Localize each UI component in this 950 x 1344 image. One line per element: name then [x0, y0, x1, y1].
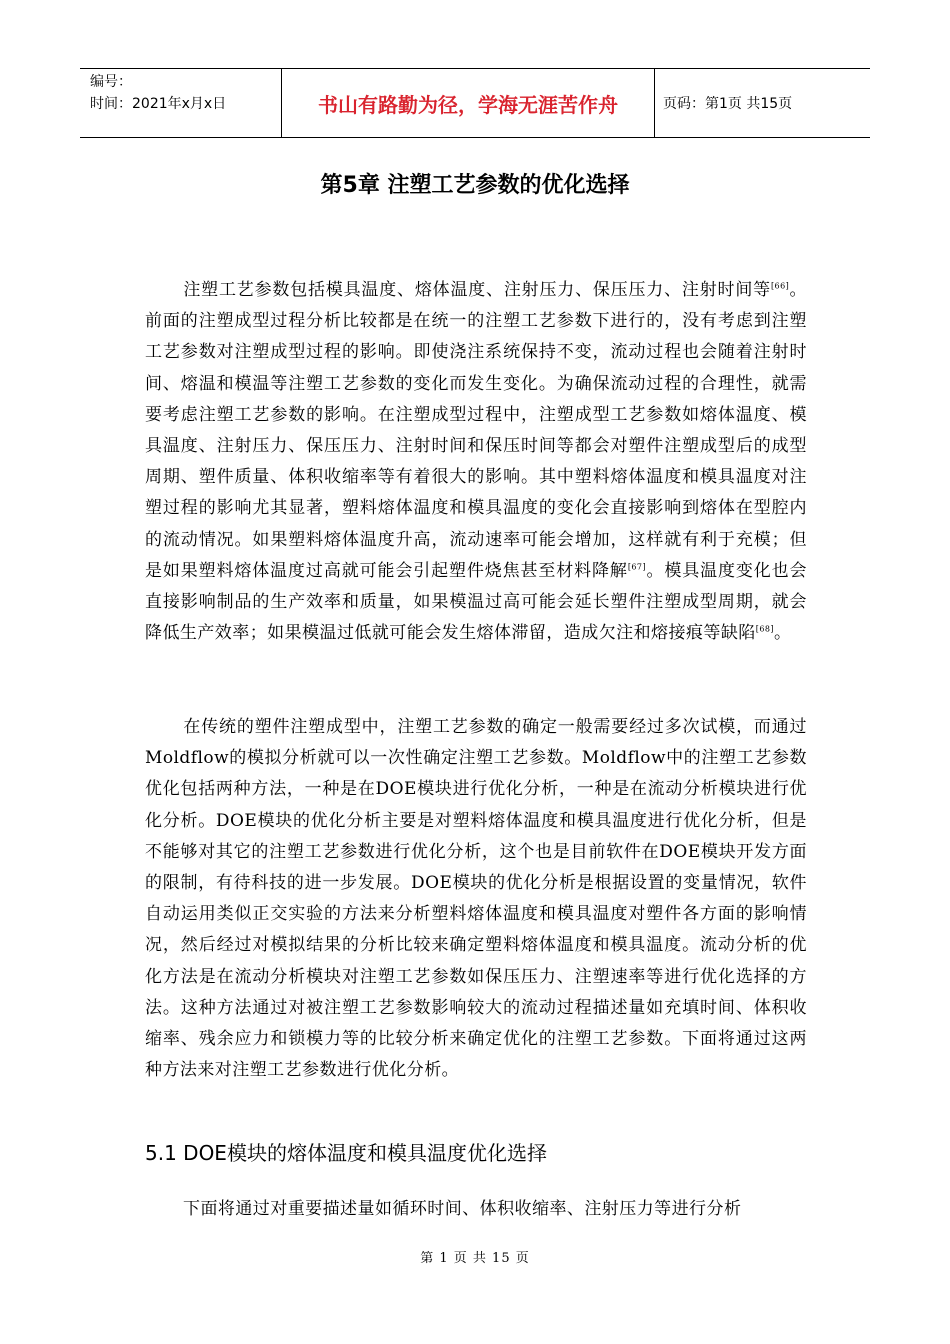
document-header: [80, 68, 870, 138]
paragraph-2: [145, 712, 807, 1086]
citation-66: [66]: [770, 281, 790, 291]
paragraph-1: [145, 275, 807, 649]
paragraph-2-text: 在传统的塑件注塑成型中，注塑工艺参数的确定一般需要经过多次试模，而通过Moldflow的模拟分析就可以一次性确定注塑工艺参数。Moldflow中的注塑工艺参数优化包括两种方法，一种是在DOE模块进行优化分析，一种是在流动分析模块进行优化分析。DOE模块的优化分析主要是对塑料熔体温度和模具温度进行优化分析，但是不能够对其它的注塑工艺参数进行优化分析，这个也是目前软件在DOE模块开发方面的限制，有待科技的进一步发展。DOE模块的优化分析是根据设置的变量情况，软件自动运用类似正交实验的方法来分析塑料熔体温度和模具温度对塑件各方面的影响情况，然后经过对模拟结果的分析比较来确定塑料熔体温度和模具温度。流动分析的优化方法是在流动分析模块对注塑工艺参数如保压压力、注塑速率等进行优化选择的方法。这种方法通过对被注塑工艺参数影响较大的流动过程描述量如充填时间、体积收缩率、残余应力和锁模力等的比较分析来确定优化的注塑工艺参数。下面将通过这两种方法来对注塑工艺参数进行优化分析。: [145, 717, 807, 1081]
paragraph-1-text-3: 。模具温度变化也会直接影响制品的生产效率和质量，如果模温过高可能会延长塑件注塑成型周期，就会降低生产效率；如果模温过低就可能会发生熔体滞留，造成欠注和熔接痕等缺陷: [145, 560, 807, 644]
section-title: 5.1 DOE模块的熔体温度和模具温度优化选择: [145, 1141, 547, 1165]
paragraph-1-text-4: 。: [773, 623, 792, 644]
header-motto: 书山有路勤为径，学海无涯苦作舟: [281, 69, 655, 137]
time-label: 时间：2021年x月x日: [90, 96, 227, 112]
paragraph-3-text: 下面将通过对重要描述量如循环时间、体积收缩率、注射压力等进行分析: [183, 1199, 742, 1219]
paragraph-3: [145, 1194, 807, 1225]
header-meta: [80, 69, 281, 137]
citation-67: [67]: [627, 562, 647, 572]
header-page-code: 页码：第1页 共15页: [663, 96, 793, 112]
paragraph-1-text-2: 。前面的注塑成型过程分析比较都是在统一的注塑工艺参数下进行的，没有考虑到注塑工艺参数对注塑成型过程的影响。即使浇注系统保持不变，流动过程也会随着注射时间、熔温和模温等注塑工艺参数的变化而发生变化。为确保流动过程的合理性，就需要考虑注塑工艺参数的影响。在注塑成型过程中，注塑成型工艺参数如熔体温度、模具温度、注射压力、保压压力、注射时间和保压时间等都会对塑件注塑成型后的成型周期、塑件质量、体积收缩率等有着很大的影响。其中塑料熔体温度和模具温度对注塑过程的影响尤其显著，塑料熔体温度和模具温度的变化会直接影响到熔体在型腔内的流动情况。如果塑料熔体温度升高，流动速率可能会增加，这样就有利于充模；但是如果塑料熔体温度过高就可能会引起塑件烧焦甚至材料降解: [145, 280, 807, 581]
number-label: 编号：: [90, 74, 132, 90]
citation-68: [68]: [755, 624, 774, 634]
chapter-title: 第5章 注塑工艺参数的优化选择: [320, 173, 630, 198]
paragraph-1-text-1: 注塑工艺参数包括模具温度、熔体温度、注射压力、保压压力、注射时间等: [183, 280, 771, 300]
page-footer: 第 1 页 共 15 页: [420, 1251, 530, 1266]
